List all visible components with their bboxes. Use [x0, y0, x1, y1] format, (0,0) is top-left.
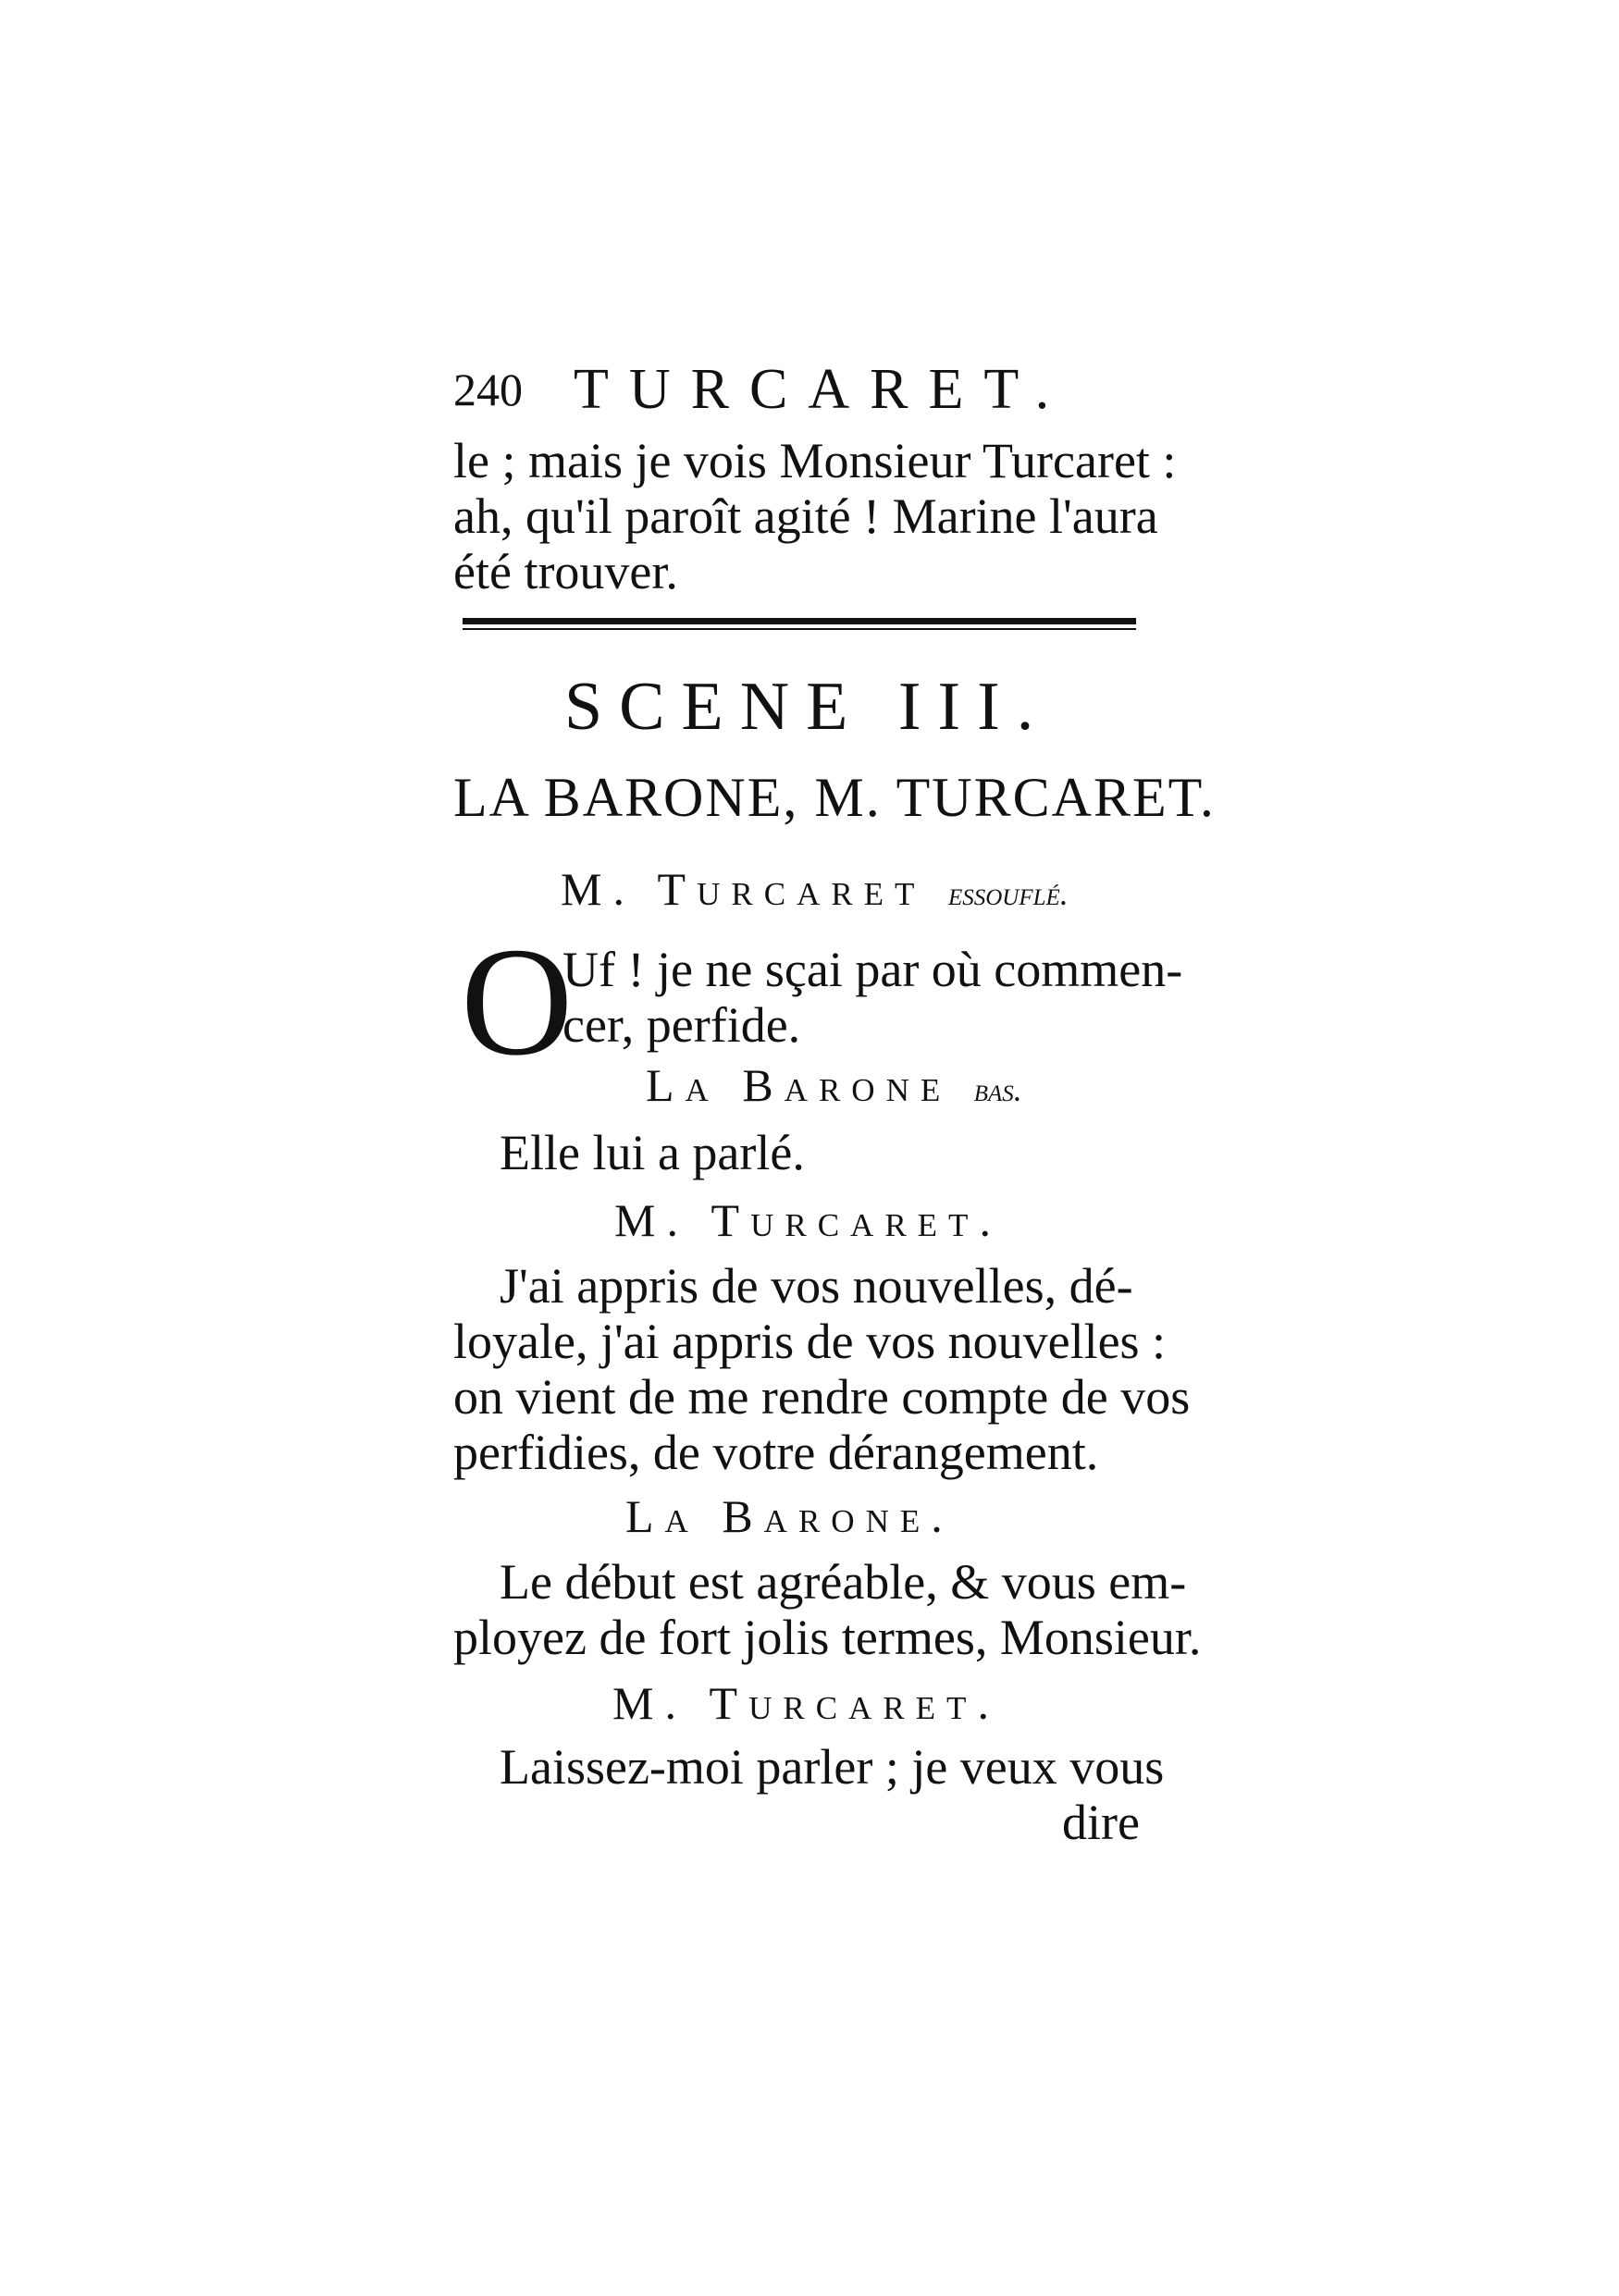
page-number: 240 [453, 364, 523, 415]
text-line: ah, qu'il paroît agité ! Marine l'aura [453, 488, 1158, 544]
speaker-label [646, 1058, 1022, 1112]
text-line: été trouver. [453, 544, 678, 599]
speaker-label [614, 1193, 1002, 1247]
speaker-name: M. Turcaret. [614, 1194, 1002, 1246]
text-line: Le début est agréable, & vous em- [500, 1554, 1187, 1610]
scene-title: SCENE III. [564, 669, 1051, 745]
text-line: Uf ! je ne sçai par où commen- [562, 942, 1183, 997]
speaker-label [561, 862, 1069, 916]
text-line: Laissez-moi parler ; je veux vous [500, 1739, 1165, 1795]
speaker-name: M. Turcaret [561, 863, 926, 915]
speaker-name: M. Turcaret. [612, 1677, 1000, 1729]
text-line: le ; mais je vois Monsieur Turcaret : [453, 433, 1177, 488]
text-line: J'ai appris de vos nouvelles, dé- [500, 1258, 1133, 1314]
running-title: TURCARET. [574, 358, 1070, 421]
stage-direction: bas. [973, 1071, 1022, 1108]
text-line: cer, perfide. [562, 997, 801, 1053]
speaker-name: La Barone [646, 1059, 952, 1111]
text-line: Elle lui a parlé. [500, 1125, 805, 1180]
catchword: dire [1062, 1795, 1140, 1850]
text-line: perfidies, de votre dérangement. [453, 1425, 1099, 1480]
speaker-label [625, 1489, 954, 1543]
speaker-name: La Barone. [625, 1490, 954, 1542]
text-line: on vient de me rendre compte de vos [453, 1369, 1191, 1425]
speaker-label [612, 1676, 1000, 1730]
section-rule [463, 618, 1136, 630]
text-line: loyale, j'ai appris de vos nouvelles : [453, 1314, 1167, 1369]
stage-direction: essouflé. [947, 875, 1069, 912]
scene-characters: LA BARONE, M. TURCARET. [453, 767, 1216, 828]
text-line: ployez de fort jolis termes, Monsieur. [453, 1610, 1202, 1665]
drop-cap: O [461, 916, 574, 1088]
